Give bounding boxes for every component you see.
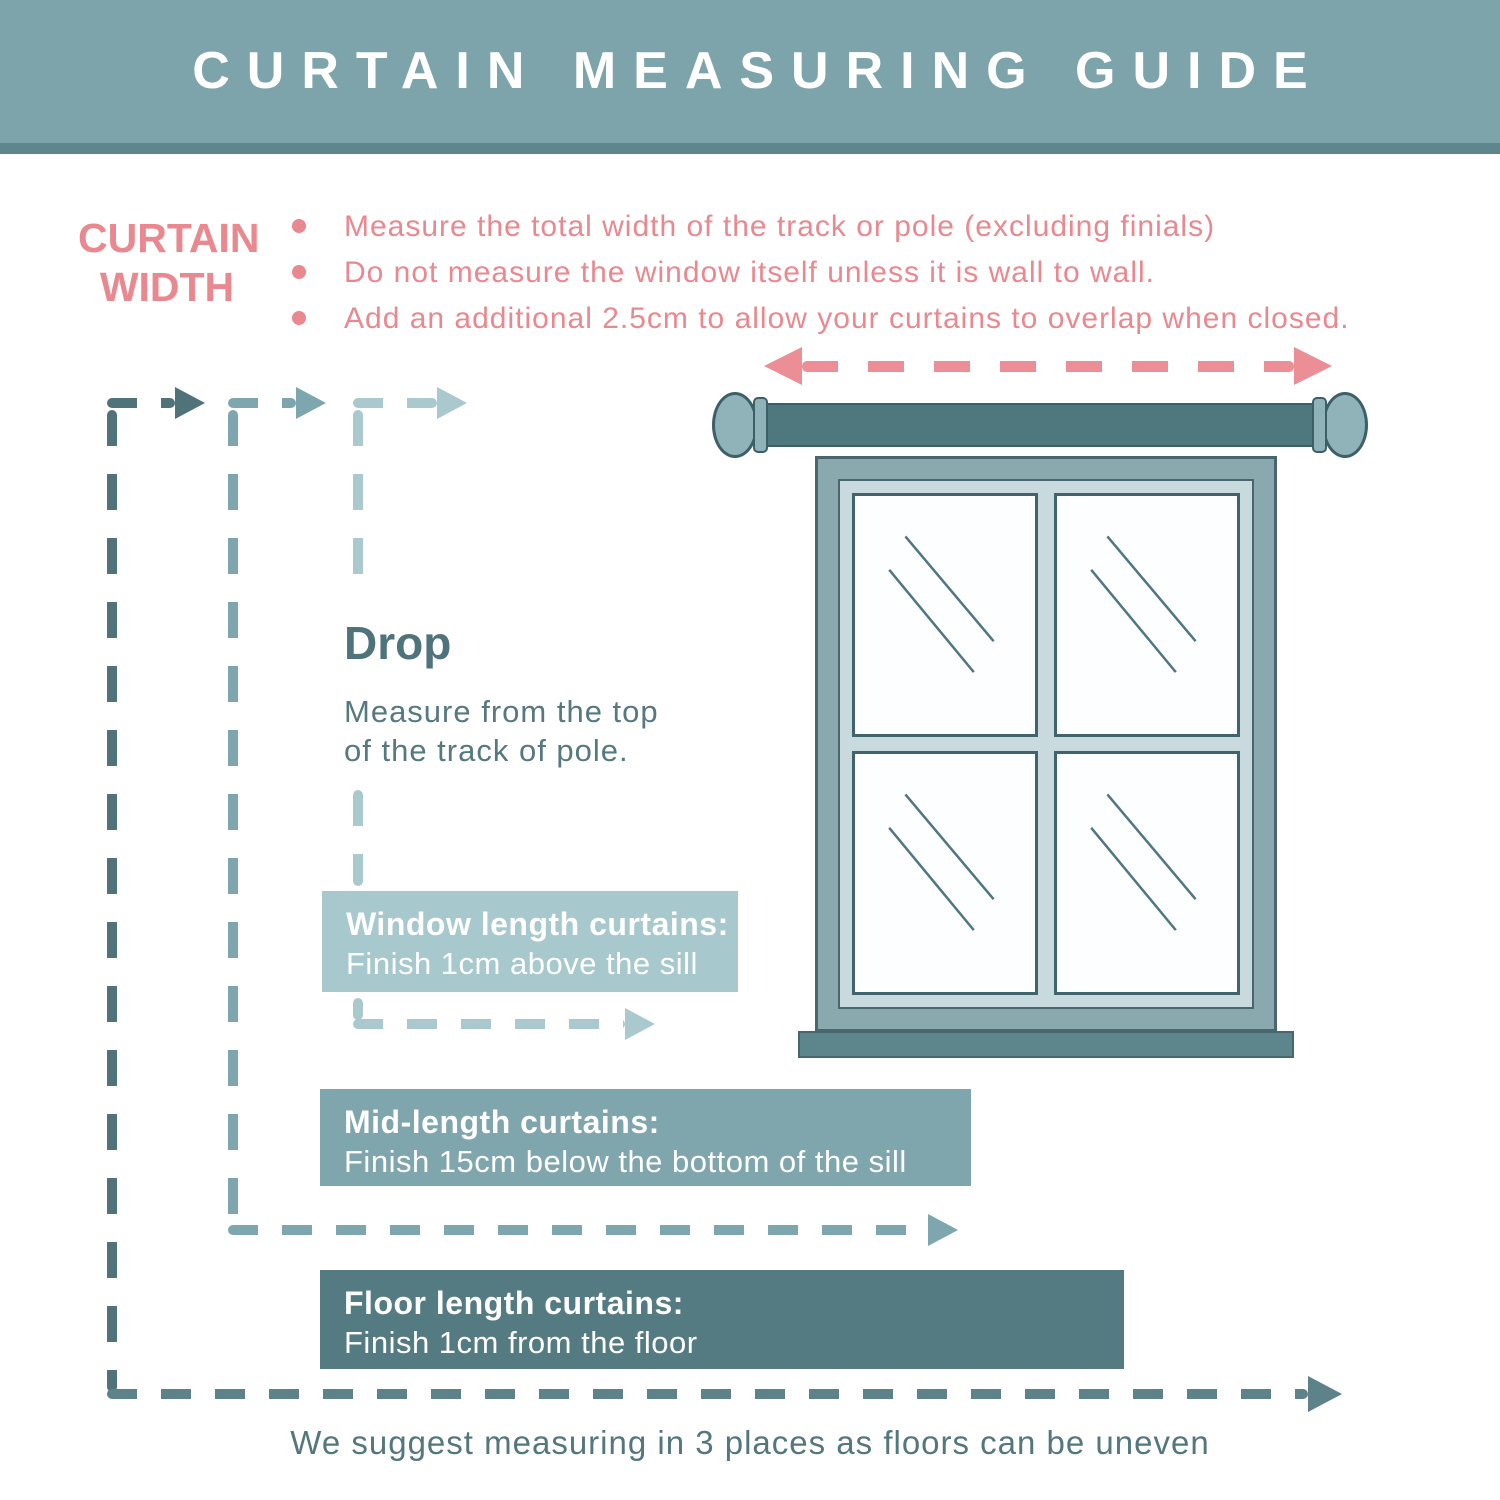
- bullet-text: Do not measure the window itself unless it is wall to wall.: [344, 256, 1155, 289]
- window-length-arrow-icon: [353, 1008, 655, 1040]
- glass-glare-icon: [855, 496, 1035, 734]
- window-pane: [852, 751, 1038, 995]
- curtain-width-bullet-list: [292, 210, 1472, 348]
- dashed-line: [353, 1019, 625, 1029]
- elbow-arrow-light-icon: [353, 387, 467, 419]
- arrow-head-icon: [625, 1008, 655, 1040]
- drop-description: [344, 692, 659, 770]
- elbow-arrow-medium-icon: [228, 387, 326, 419]
- dashed-line: [228, 1225, 928, 1235]
- drop-heading: Drop: [344, 617, 452, 669]
- window-length-detail: Finish 1cm above the sill: [346, 946, 698, 981]
- title-banner: [0, 0, 1500, 143]
- window-inner-frame: [838, 479, 1254, 1009]
- window-length-measure-line-lower: [353, 790, 363, 886]
- window-sill: [798, 1031, 1294, 1058]
- pole-collar-right: [1312, 397, 1327, 453]
- mid-length-arrow-icon: [228, 1214, 958, 1246]
- banner-underline-strip: [0, 143, 1500, 154]
- glass-glare-icon: [1057, 496, 1237, 734]
- pole-finial-right: [1322, 392, 1368, 458]
- window-pane: [1054, 493, 1240, 737]
- curtain-width-heading-line2: WIDTH: [99, 264, 235, 310]
- window-length-measure-line-upper: [353, 410, 363, 580]
- curtain-width-heading-line1: CURTAIN: [78, 215, 260, 261]
- mid-length-detail: Finish 15cm below the bottom of the sill: [344, 1144, 907, 1179]
- drop-description-line2: of the track of pole.: [344, 733, 629, 768]
- dashed-line: [802, 361, 1294, 372]
- dashed-line: [107, 398, 175, 408]
- dashed-line: [107, 1389, 1308, 1399]
- floor-length-title: Floor length curtains:: [344, 1285, 684, 1321]
- window-pane: [1054, 751, 1240, 995]
- bullet-dot-icon: [292, 265, 306, 279]
- window-pane: [852, 493, 1038, 737]
- footer-note: We suggest measuring in 3 places as floors can be uneven: [290, 1424, 1210, 1461]
- bullet-dot-icon: [292, 219, 306, 233]
- floor-length-detail: Finish 1cm from the floor: [344, 1325, 698, 1360]
- glass-glare-icon: [855, 754, 1035, 992]
- arrow-right-head-icon: [1294, 347, 1332, 385]
- bullet-text: Measure the total width of the track or pole (excluding finials): [344, 210, 1216, 243]
- curtain-width-heading: [78, 214, 260, 312]
- bullet-item: [292, 256, 1472, 290]
- arrow-head-icon: [1308, 1376, 1342, 1412]
- dashed-line: [353, 398, 437, 408]
- curtain-pole: [760, 403, 1320, 447]
- bullet-dot-icon: [292, 311, 306, 325]
- arrow-head-icon: [437, 387, 467, 419]
- window-length-title: Window length curtains:: [346, 906, 729, 942]
- dashed-line: [228, 398, 296, 408]
- mid-length-label: [320, 1089, 971, 1186]
- mid-length-measure-line: [228, 410, 238, 1224]
- arrow-head-icon: [296, 387, 326, 419]
- arrow-head-icon: [175, 387, 205, 419]
- bullet-text: Add an additional 2.5cm to allow your curtains to overlap when closed.: [344, 302, 1350, 335]
- window-length-label: [322, 891, 738, 992]
- window-panes: [852, 493, 1240, 995]
- width-measure-arrow-icon: [764, 347, 1332, 385]
- pole-collar-left: [753, 397, 768, 453]
- window-illustration: [815, 456, 1277, 1032]
- page-title: CURTAIN MEASURING GUIDE: [192, 42, 1325, 100]
- elbow-arrow-dark-icon: [107, 387, 205, 419]
- pole-finial-left: [712, 392, 758, 458]
- drop-description-line1: Measure from the top: [344, 694, 659, 729]
- floor-length-arrow-icon: [107, 1376, 1342, 1412]
- arrow-head-icon: [928, 1214, 958, 1246]
- floor-length-measure-line: [107, 410, 117, 1392]
- floor-length-label: [320, 1270, 1124, 1369]
- glass-glare-icon: [1057, 754, 1237, 992]
- bullet-item: [292, 302, 1472, 336]
- arrow-left-head-icon: [764, 347, 802, 385]
- mid-length-title: Mid-length curtains:: [344, 1104, 660, 1140]
- bullet-item: [292, 210, 1472, 244]
